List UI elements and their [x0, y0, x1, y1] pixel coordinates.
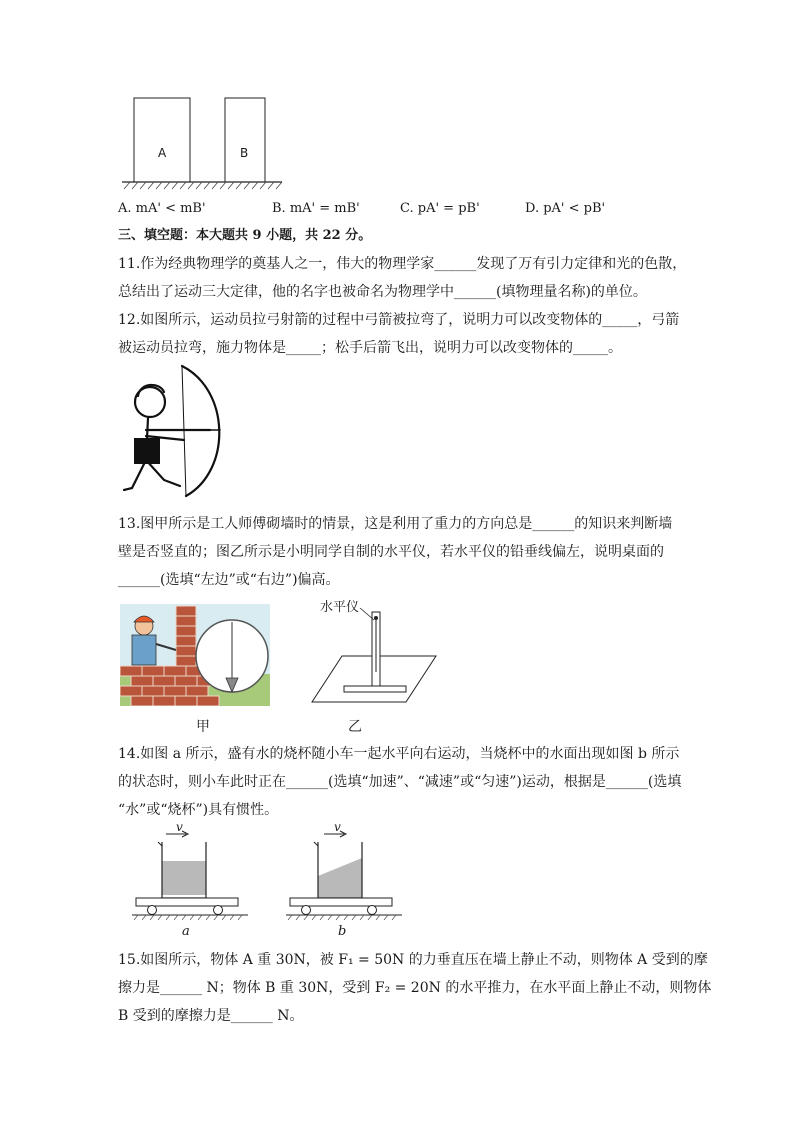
level-device-label: 水平仪 [320, 600, 360, 615]
q12-line-2: 被运动员拉弯，施力物体是_____；松手后箭飞出，说明力可以改变物体的_____。 [118, 340, 622, 356]
velocity-label-b: v [334, 820, 341, 834]
q15-line-1: 15.如图所示，物体 A 重 30N，被 F₁ = 50N 的力垂直压在墙上静止不动，则物体 A 受到的摩 [118, 952, 708, 968]
q11-line-1: 11.作为经典物理学的奠基人之一，伟大的物理学家______发现了万有引力定律和光的色散， [118, 256, 687, 272]
q12-line-1: 12.如图所示，运动员拉弓射箭的过程中弓箭被拉弯了，说明力可以改变物体的_____，弓箭 [118, 312, 680, 328]
option-d: D. pA' < pB' [525, 201, 606, 216]
block-b-label: B [240, 146, 249, 160]
q11-line-2: 总结出了运动三大定律，他的名字也被命名为物理学中______(填物理量名称)的单位。 [118, 284, 647, 300]
caption-yi: 乙 [348, 719, 362, 735]
archer-figure [120, 360, 240, 502]
q15-line-2: 擦力是______ N；物体 B 重 30N，受到 F₂ = 20N 的水平推力，在水平面上静止不动，则物体 [118, 980, 712, 996]
blocks-ab-figure [118, 92, 288, 192]
cart-beaker-a-figure [132, 828, 254, 924]
cart-beaker-b-figure [286, 828, 408, 924]
q14-line-1: 14.如图 a 所示，盛有水的烧杯随小车一起水平向右运动，当烧杯中的水面出现如图 b 所示 [118, 746, 680, 762]
option-b: B. mA' = mB' [272, 201, 360, 216]
option-c: C. pA' = pB' [400, 201, 480, 216]
option-a: A. mA' < mB' [118, 201, 206, 216]
caption-b: b [338, 924, 347, 939]
velocity-label-a: v [176, 820, 183, 834]
caption-a: a [182, 924, 190, 939]
q14-line-3: “水”或“烧杯”)具有惯性。 [118, 802, 279, 818]
q13-line-1: 13.图甲所示是工人师傅砌墙时的情景，这是利用了重力的方向总是______的知识来判断墙 [118, 516, 673, 532]
caption-jia: 甲 [196, 719, 210, 735]
section-heading: 三、填空题：本大题共 9 小题，共 22 分。 [118, 228, 372, 243]
q14-line-2: 的状态时，则小车此时正在______(选填“加速”、“减速”或“匀速”)运动，根据是______(选填 [118, 774, 682, 790]
block-a-label: A [158, 146, 167, 160]
q13-line-2: 壁是否竖直的；图乙所示是小明同学自制的水平仪，若水平仪的铅垂线偏左，说明桌面的 [118, 544, 664, 560]
bricklayer-figure [120, 604, 270, 706]
q13-line-3: ______(选填“左边”或“右边”)偏高。 [118, 572, 340, 588]
q15-line-3: B 受到的摩擦力是______ N。 [118, 1008, 304, 1024]
